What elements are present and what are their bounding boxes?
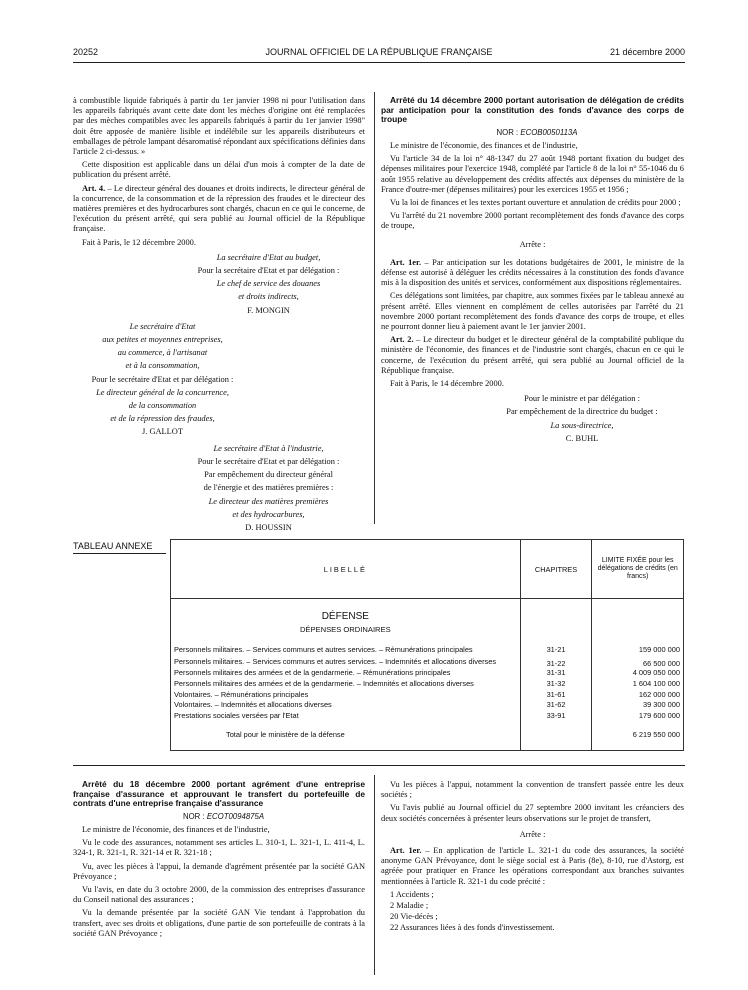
arrete-heading: Arrête : xyxy=(519,829,546,839)
visa: Vu les pièces à l'appui, notamment la convention de transfert passée entre les deux sociétés ; xyxy=(381,780,684,800)
total-label: Total pour le ministère de la défense xyxy=(226,730,345,740)
nor-prefix: NOR : xyxy=(496,127,519,137)
visa: Vu l'avis, en date du 3 octobre 2000, de la commission des entreprises d'assurance du Conseil national des assurances ; xyxy=(73,885,365,905)
header-rule xyxy=(73,62,685,63)
signature-block-commerce xyxy=(73,322,243,438)
visa: Le ministre de l'économie, des finances et de l'industrie, xyxy=(390,140,578,150)
signature-line: aux petites et moyennes entreprises, xyxy=(102,335,223,345)
signature-line: Par empêchement du directeur général xyxy=(204,470,333,480)
article-1 xyxy=(381,258,684,289)
nor-code: ECOB0050113A xyxy=(520,127,578,137)
signature-line: au commerce, à l'artisanat xyxy=(117,348,208,358)
fait-a-paris: Fait à Paris, le 12 décembre 2000. xyxy=(82,237,196,247)
visa: Vu la loi de finances et les textes portant ouverture et annulation de crédits pour 2000 ; xyxy=(390,198,681,207)
row-chapitre: 33-91 xyxy=(520,711,592,722)
right-bottom-column xyxy=(381,780,684,937)
signature-block-budget xyxy=(73,253,365,316)
paragraph: Ces délégations sont limitées, par chapitre, aux sommes fixées par le tableau annexé au présent arrêté. Elles viennent en complément de celles autorisées par l'arrêté du 21 novembre 2000 portant recomplètement des fonds d'avance des corps de troupe, et elles ne pourront donner lieu à paiement avant le 1er janvier 2001. xyxy=(381,291,684,332)
article-4 xyxy=(73,184,365,235)
signatory-name: J. GALLOT xyxy=(142,427,183,437)
signature-line: Le directeur des matières premières xyxy=(208,496,329,506)
branch-item: 20 Vie-décès ; xyxy=(390,912,438,922)
article-text: – Le directeur du budget et le directeur général de la comptabilité publique du ministère de l'économie, des finances et de l'industrie sont chargés, chacun en ce qui le concerne, de l'exécution du présent arrêté, qui sera publié au Journal officiel de la République française. xyxy=(381,335,684,375)
row-chapitre: 31-62 xyxy=(520,700,592,711)
signature-line: Le chef de service des douanes xyxy=(216,279,321,289)
row-label: Volontaires. – Rémunérations principales xyxy=(171,690,521,701)
arrete-heading: Arrête : xyxy=(519,239,546,249)
signatory-name: F. MONGIN xyxy=(247,305,290,315)
annex-label: TABLEAU ANNEXE xyxy=(73,541,153,551)
visa: Vu, avec les pièces à l'appui, la demande d'agrément présentée par la société GAN Prévoyance ; xyxy=(73,861,365,881)
signature-line: Pour le ministre et par délégation : xyxy=(524,394,640,404)
row-amount: 4 009 050 000 xyxy=(592,668,684,679)
visa: Vu le code des assurances, notamment ses articles L. 310-1, L. 321-1, L. 411-4, L. 324-1, R. 321-1, R. 321-14 et R. 321-18 ; xyxy=(73,838,365,858)
row-label: Personnels militaires des armées et de la gendarmerie. – Indemnités et allocations diverses xyxy=(171,679,521,690)
signature-line: de l'énergie et des matières premières : xyxy=(203,483,334,493)
table-row xyxy=(171,711,684,722)
signature-line: de la consommation xyxy=(128,401,197,411)
left-bottom-column xyxy=(73,780,365,942)
nor-reference xyxy=(381,128,684,138)
total-amount: 6 219 550 000 xyxy=(592,722,684,750)
section-row xyxy=(171,599,684,642)
subsection-title: DÉPENSES ORDINAIRES xyxy=(299,625,391,634)
row-chapitre: 31-31 xyxy=(520,668,592,679)
column-header-chapitres: CHAPITRES xyxy=(520,540,592,599)
row-amount: 159 000 000 xyxy=(592,641,684,657)
row-amount: 39 300 000 xyxy=(592,700,684,711)
table-row xyxy=(171,679,684,690)
row-chapitre: 31-61 xyxy=(520,690,592,701)
signature-line: Le secrétaire d'Etat à l'industrie, xyxy=(213,443,324,453)
page-number: 20252 xyxy=(73,47,99,57)
table-row xyxy=(171,657,684,668)
row-label: Personnels militaires. – Services communs et autres services. – Indemnités et allocations diverses xyxy=(171,657,521,668)
branch-item: 1 Accidents ; xyxy=(390,889,434,899)
column-divider xyxy=(374,775,375,975)
paragraph: Cette disposition est applicable dans un délai d'un mois à compter de la date de publication du présent arrêté. xyxy=(73,160,365,180)
signature-line: et des hydrocarbures, xyxy=(232,509,305,519)
row-amount: 162 000 000 xyxy=(592,690,684,701)
paragraph: à combustible liquide fabriqués à partir du 1er janvier 1998 ni pour l'utilisation dans les appareils fabriqués avant cette date dont les mèches d'origine ont été remplacées par des mèches compatibles avec les appareils fabriqués à partir du 1er janvier 1998" doit être apposée de manière lisible et indélébile sur les appareils distributeurs et emballages de pétrole lampant désaromatisé répondant aux spécifications définies dans l'article 2 ci-dessus. » xyxy=(73,96,365,157)
visa: Le ministre de l'économie, des finances et de l'industrie, xyxy=(82,824,270,834)
nor-prefix: NOR : xyxy=(182,811,205,821)
nor-reference xyxy=(73,812,365,822)
article-label: Art. 2. xyxy=(390,335,414,345)
signature-line: Le directeur général de la concurrence, xyxy=(96,387,229,397)
table-row xyxy=(171,668,684,679)
row-label: Prestations sociales versées par l'Etat xyxy=(171,711,521,722)
left-top-column xyxy=(73,96,365,536)
signature-block-industrie xyxy=(73,444,365,533)
signature-line: Pour le secrétaire d'Etat et par délégation : xyxy=(91,374,234,384)
arrete-title: Arrêté du 14 décembre 2000 portant autorisation de délégation de crédits par anticipation pour la constitution des fonds d'avance des corps de troupe xyxy=(381,95,684,125)
branch-item: 2 Maladie ; xyxy=(390,901,429,911)
visa: Vu la demande présentée par la société GAN Vie tendant à l'approbation du transfert, avec ses droits et obligations, d'une partie de son portefeuille de contrats à la société GAN Prévoyance ; xyxy=(73,908,365,938)
signatory-name: C. BUHL xyxy=(565,433,599,443)
row-amount: 66 500 000 xyxy=(592,657,684,668)
row-label: Personnels militaires des armées et de la gendarmerie. – Rémunérations principales xyxy=(171,668,521,679)
visa: Vu l'avis publié au Journal officiel du 27 septembre 2000 invitant les créanciers des deux sociétés concernées à présenter leurs observations sur le projet de transfert, xyxy=(381,803,684,823)
journal-title: JOURNAL OFFICIEL DE LA RÉPUBLIQUE FRANÇAISE xyxy=(265,47,493,57)
section-title: DÉFENSE xyxy=(321,611,369,622)
table-header-row xyxy=(171,540,684,599)
article-label: Art. 4. xyxy=(82,183,106,193)
annex-label-rule xyxy=(73,553,166,554)
row-chapitre: 31-22 xyxy=(520,657,592,668)
table-row xyxy=(171,690,684,701)
table-row xyxy=(171,641,684,657)
signature-line: et à la consommation, xyxy=(125,361,200,371)
row-amount: 179 600 000 xyxy=(592,711,684,722)
annex-table xyxy=(170,539,684,751)
column-divider xyxy=(374,92,375,524)
row-chapitre: 31-21 xyxy=(520,641,592,657)
row-chapitre: 31-32 xyxy=(520,679,592,690)
article-label: Art. 1er. xyxy=(390,846,422,856)
signatory-name: D. HOUSSIN xyxy=(245,522,292,532)
row-amount: 1 604 100 000 xyxy=(592,679,684,690)
fait-a-paris: Fait à Paris, le 14 décembre 2000. xyxy=(390,379,504,389)
nor-code: ECOT0094875A xyxy=(206,811,265,821)
signature-block-budget xyxy=(381,394,684,444)
signature-line: et droits indirects, xyxy=(238,292,299,302)
column-header-limite: LIMITE FIXÉE pour les délégations de crédits (en francs) xyxy=(592,540,684,599)
article-text: – En application de l'article L. 321-1 du code des assurances, la société anonyme GAN Prévoyance, dont le siège social est à Paris (8e), 8-10, rue d'Astorg, est agréée pour pratiquer en France les opérations correspondant aux branches suivantes mentionnées à l'article R. 321-1 du code précité : xyxy=(381,846,684,886)
total-row xyxy=(171,722,684,750)
arrete-title: Arrêté du 18 décembre 2000 portant agrément d'une entreprise française d'assurance et approuvant le transfert du portefeuille de contrats d'une entreprise française d'assurance xyxy=(73,779,365,809)
issue-date: 21 décembre 2000 xyxy=(609,47,685,57)
signature-line: Le secrétaire d'Etat xyxy=(129,321,196,331)
article-2 xyxy=(381,335,684,376)
column-header-libelle: LIBELLÉ xyxy=(171,540,521,599)
row-label: Personnels militaires. – Services communs et autres services. – Rémunérations principales xyxy=(171,641,521,657)
signature-line: Pour la secrétaire d'Etat et par délégation : xyxy=(197,266,340,276)
signature-line: La sous-directrice, xyxy=(550,420,614,430)
signature-line: Par empêchement de la directrice du budget : xyxy=(506,407,658,417)
signature-line: La secrétaire d'Etat au budget, xyxy=(216,252,321,262)
article-text: – Par anticipation sur les dotations budgétaires de 2001, le ministre de la défense est autorisé à déléguer les crédits nécessaires à la constitution des fonds d'avance mis à la disposition des unités et services, conformément aux dispositions réglementaires. xyxy=(381,257,684,288)
signature-line: et de la répression des fraudes, xyxy=(110,414,215,424)
section-rule xyxy=(73,765,685,766)
signature-line: Pour le secrétaire d'Etat et par délégation : xyxy=(197,456,340,466)
visa: Vu l'arrêté du 21 novembre 2000 portant recomplètement des fonds d'avance des corps de troupe, xyxy=(381,211,684,231)
visa: Vu l'article 34 de la loi n° 48-1347 du 27 août 1948 portant fixation du budget des dépenses militaires pour l'exercice 1948, complété par l'article 8 de la loi n° 55-1046 du 6 août 1955 relative au développement des crédits affectés aux dépenses du ministère de la France d'outre-mer (dépenses militaires) pour les exercices 1955 et 1956 ; xyxy=(381,154,684,194)
article-text: – Le directeur général des douanes et droits indirects, le directeur général de la concurrence, de la consommation et de la répression des fraudes et le directeur des matières premières et des hydrocarbures sont chargés, chacun en ce qui le concerne, de l'exécution du présent arrêté, qui sera publié au Journal officiel de la République française. xyxy=(73,183,366,234)
page-header xyxy=(73,47,685,61)
article-1 xyxy=(381,846,684,887)
right-top-column xyxy=(381,96,684,447)
row-label: Volontaires. – Indemnités et allocations diverses xyxy=(171,700,521,711)
table-row xyxy=(171,700,684,711)
branch-item: 22 Assurances liées à des fonds d'investissement. xyxy=(390,923,555,933)
article-label: Art. 1er. xyxy=(390,257,422,267)
